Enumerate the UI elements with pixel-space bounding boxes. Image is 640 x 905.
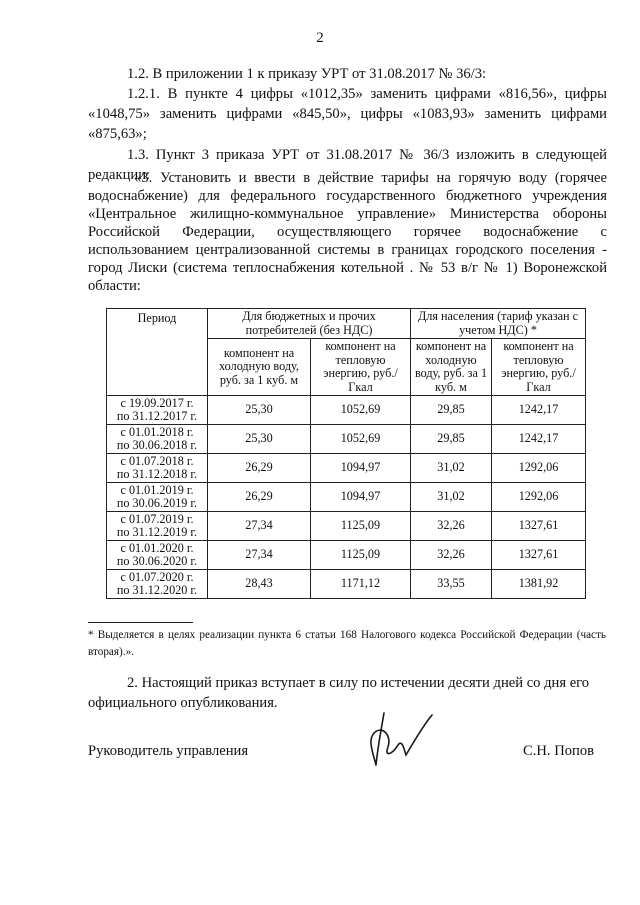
period-from: с 01.01.2019 г. <box>120 482 194 497</box>
paragraph-2-line-2: официального опубликования. <box>88 695 278 711</box>
group-budget-header: Для бюджетных и прочих потребителей (без НДС) <box>208 309 411 339</box>
value-cell-v3: 31,02 <box>411 483 492 512</box>
period-cell <box>107 425 208 454</box>
paragraph-2-line-1: 2. Настоящий приказ вступает в силу по истечении десяти дней со дня его <box>127 675 590 691</box>
value-cell-v1: 26,29 <box>208 483 311 512</box>
period-cell <box>107 396 208 425</box>
period-cell <box>107 570 208 599</box>
table-row <box>107 512 586 541</box>
paragraph-1-3-line-2: редакции: <box>88 167 151 183</box>
tariff-table <box>106 308 586 599</box>
period-header: Период <box>107 309 208 396</box>
quote-line-7: области: <box>88 278 141 294</box>
period-cell <box>107 454 208 483</box>
handwritten-signature <box>362 705 442 770</box>
value-cell-v2: 1171,12 <box>311 570 411 599</box>
value-cell-v4: 1327,61 <box>492 541 586 570</box>
value-cell-v4: 1381,92 <box>492 570 586 599</box>
value-cell-v1: 26,29 <box>208 454 311 483</box>
value-cell-v4: 1292,06 <box>492 454 586 483</box>
period-cell <box>107 541 208 570</box>
value-cell-v3: 31,02 <box>411 454 492 483</box>
value-cell-v2: 1052,69 <box>311 396 411 425</box>
value-cell-v3: 33,55 <box>411 570 492 599</box>
period-to: по 31.12.2019 г. <box>116 525 198 539</box>
paragraph-1-2-1-line-1: 1.2.1. В пункте 4 цифры «1012,35» заменить цифрами «816,56», цифры <box>127 86 607 102</box>
group-population-header: Для населения (тариф указан с учетом НДС) * <box>411 309 586 339</box>
value-cell-v3: 32,26 <box>411 512 492 541</box>
value-cell-v1: 28,43 <box>208 570 311 599</box>
value-cell-v1: 25,30 <box>208 396 311 425</box>
period-cell <box>107 483 208 512</box>
signer-name: С.Н. Попов <box>523 743 595 759</box>
value-cell-v4: 1292,06 <box>492 483 586 512</box>
period-from: с 01.01.2020 г. <box>120 540 194 555</box>
period-to: по 31.12.2018 г. <box>116 467 198 481</box>
period-from: с 01.07.2020 г. <box>120 569 194 584</box>
value-cell-v4: 1327,61 <box>492 512 586 541</box>
table-row <box>107 541 586 570</box>
footnote-separator <box>88 622 193 623</box>
table-row <box>107 454 586 483</box>
quote-line-6: город Лиски (система теплоснабжения котельной . № 53 в/г № 1) Воронежской <box>88 260 607 276</box>
value-cell-v3: 32,26 <box>411 541 492 570</box>
period-from: с 01.01.2018 г. <box>120 424 194 439</box>
quote-line-5: использованием централизованной системы в границах городского поселения - <box>88 242 607 258</box>
quote-line-3: «Центральное жилищно-коммунальное управление» Министерства обороны <box>88 206 607 222</box>
period-to: по 30.06.2018 г. <box>116 438 198 452</box>
value-cell-v2: 1052,69 <box>311 425 411 454</box>
period-to: по 31.12.2017 г. <box>116 409 198 423</box>
value-cell-v2: 1094,97 <box>311 483 411 512</box>
value-cell-v4: 1242,17 <box>492 396 586 425</box>
value-cell-v3: 29,85 <box>411 396 492 425</box>
page-number: 2 <box>316 30 324 46</box>
table-row <box>107 483 586 512</box>
table-row <box>107 425 586 454</box>
quote-line-4: Российской Федерации, осуществляющего горячее водоснабжение с <box>88 224 607 240</box>
value-cell-v3: 29,85 <box>411 425 492 454</box>
footnote: * Выделяется в целях реализации пункта 6 статьи 168 Налогового кодекса Российской Федерации (часть вторая).». <box>88 629 606 658</box>
col-cold-pop-header: компонент на холодную воду, руб. за 1 куб. м <box>411 339 492 396</box>
table-row <box>107 570 586 599</box>
col-heat-pop-header: компонент на тепловую энергию, руб./Гкал <box>492 339 586 396</box>
period-to: по 30.06.2020 г. <box>116 554 198 568</box>
value-cell-v2: 1094,97 <box>311 454 411 483</box>
value-cell-v1: 25,30 <box>208 425 311 454</box>
period-from: с 19.09.2017 г. <box>120 395 194 410</box>
col-cold-budget-header: компонент на холодную воду, руб. за 1 куб. м <box>208 339 311 396</box>
value-cell-v1: 27,34 <box>208 512 311 541</box>
value-cell-v1: 27,34 <box>208 541 311 570</box>
signer-title: Руководитель управления <box>88 743 249 759</box>
quote-line-2: водоснабжение) для федерального государственного бюджетного учреждения <box>88 188 607 204</box>
table-row <box>107 396 586 425</box>
value-cell-v2: 1125,09 <box>311 512 411 541</box>
col-heat-budget-header: компонент на тепловую энергию, руб./Гкал <box>311 339 411 396</box>
value-cell-v4: 1242,17 <box>492 425 586 454</box>
period-from: с 01.07.2018 г. <box>120 453 194 468</box>
paragraph-1-2: 1.2. В приложении 1 к приказу УРТ от 31.08.2017 № 36/3: <box>127 66 487 82</box>
paragraph-1-3-line-1: 1.3. Пункт 3 приказа УРТ от 31.08.2017 № 36/3 изложить в следующей <box>127 147 607 163</box>
value-cell-v2: 1125,09 <box>311 541 411 570</box>
period-from: с 01.07.2019 г. <box>120 511 194 526</box>
period-to: по 31.12.2020 г. <box>116 583 198 597</box>
paragraph-1-2-1-line-2: «1048,75» заменить цифрами «845,50», цифры «1083,93» заменить цифрами <box>88 106 607 122</box>
paragraph-1-2-1-line-3: «875,63»; <box>88 126 147 142</box>
quote-line-1: «3. Установить и ввести в действие тарифы на горячую воду (горячее <box>134 170 607 186</box>
period-to: по 30.06.2019 г. <box>116 496 198 510</box>
period-cell <box>107 512 208 541</box>
